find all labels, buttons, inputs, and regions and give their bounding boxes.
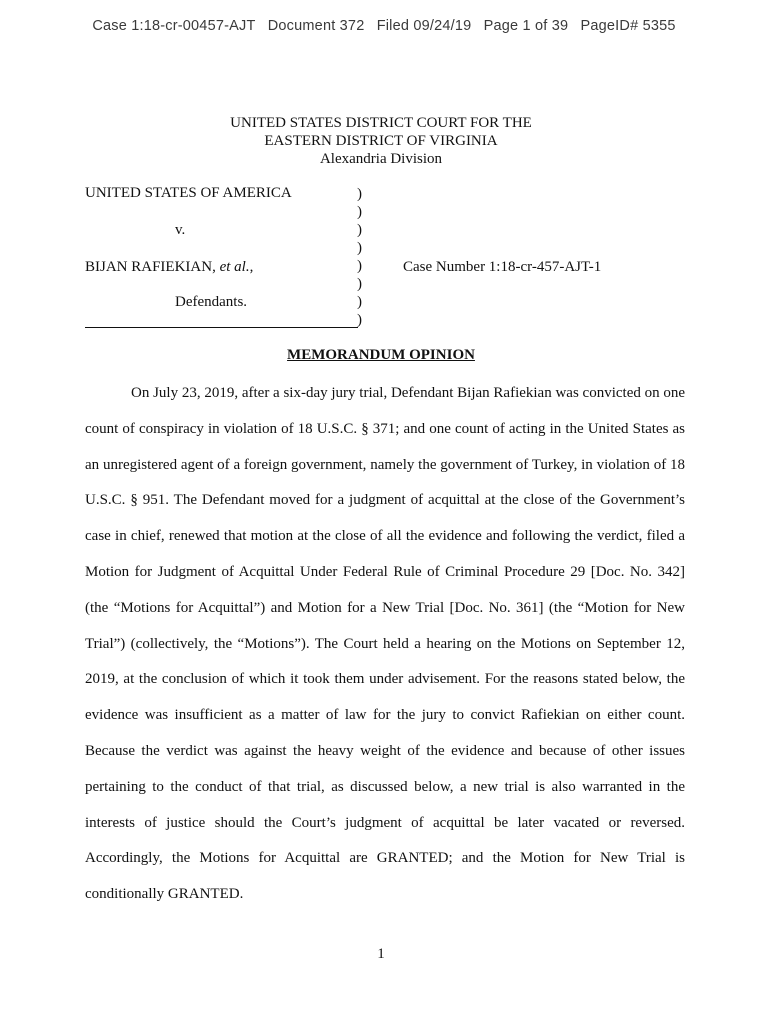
opening-paragraph: On July 23, 2019, after a six-day jury trial, Defendant Bijan Rafiekian was convicted on one count of conspiracy in violation of 18 U.S.C. § 371; and one count of acting in the United States as an unregistered agent of a foreign government, namely the government of Turkey, in violation of 18 U.S.C. § 951. The Defendant moved for a judgment of acquittal at the close of the Government’s case in chief, renewed that motion at the close of all the evidence and following the verdict, filed a Motion for Judgment of Acquittal Under Federal Rule of Criminal Procedure 29 [Doc. No. 342] (the “Motions for Acquittal”) and Motion for a New Trial [Doc. No. 361] (the “Motion for New Trial”) (collectively, the “Motions”). The Court held a hearing on the Motions on September 12, 2019, at the conclusion of which it took them under advisement. For the reasons stated below, the evidence was insufficient as a matter of law for the jury to convict Rafiekian on either count. Because the verdict was against the heavy weight of the evidence and because of other issues pertaining to the conduct of that trial, as discussed below, a new trial is also warranted in the interests of justice should the Court’s judgment of acquittal be later vacated or reversed. Accordingly, the Motions for Acquittal are GRANTED; and the Motion for New Trial is conditionally GRANTED.	[85, 385, 686, 903]
case-number: Case Number 1:18-cr-457-AJT-1	[403, 259, 602, 275]
defendant-name: BIJAN RAFIEKIAN, et al.,	[85, 259, 254, 275]
document-title: MEMORANDUM OPINION	[287, 347, 475, 363]
opinion-body	[85, 376, 685, 913]
page-number: 1	[377, 946, 385, 962]
court-division: Alexandria Division	[319, 151, 443, 167]
et-al-italic: et al.	[219, 259, 250, 275]
court-name-line-2: EASTERN DISTRICT OF VIRGINIA	[264, 133, 498, 149]
header-case-number: Case 1:18-cr-00457-AJT	[92, 18, 256, 34]
header-document-number: Document 372	[267, 18, 365, 34]
caption-underline	[85, 327, 358, 328]
court-heading	[0, 114, 762, 168]
court-filing-header	[0, 18, 768, 34]
caption-parentheses: ) ) ) ) ) ) ) )	[357, 186, 362, 328]
case-caption	[85, 185, 685, 335]
versus-label: v.	[175, 222, 186, 238]
court-name-line-1: UNITED STATES DISTRICT COURT FOR THE	[230, 115, 532, 131]
plaintiff-name: UNITED STATES OF AMERICA	[85, 185, 292, 201]
defendants-label: Defendants.	[175, 294, 248, 310]
header-filed-date: Filed 09/24/19	[376, 18, 472, 34]
header-page-count: Page 1 of 39	[483, 18, 569, 34]
header-page-id: PageID# 5355	[580, 18, 676, 34]
